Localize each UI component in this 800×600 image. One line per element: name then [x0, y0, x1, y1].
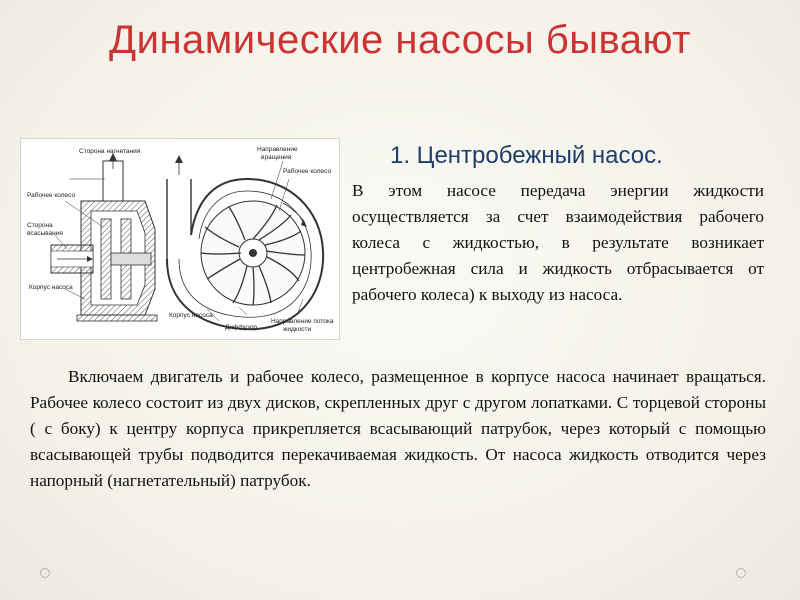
corner-ornament-left [40, 568, 50, 578]
slide-title: Динамические насосы бывают [109, 18, 691, 62]
pump-cross-section [51, 153, 157, 321]
corner-ornament-right [736, 568, 746, 578]
description-paragraph: Включаем двигатель и рабочее колесо, размещенное в корпусе насоса начинает вращаться. Рабочее колесо состоит из двух дисков, скрепленных друг с другом лопатками. С торцевой стороны ( с боку) к центру корпуса прикрепляется всасывающий патрубок, через который с помощью всасывающей трубы подводится перекачиваемая жидкость. От насоса жидкость отводится через напорный (нагнетательный) патрубок. [30, 367, 766, 490]
label-flow-dir-1: Направление потока [271, 318, 334, 325]
label-casing-bottom: Корпус насоса [169, 312, 213, 319]
pump-volute-view [167, 155, 323, 329]
label-diffuser: Диффузор [225, 324, 258, 331]
label-suction-side-2: всасывания [27, 230, 63, 237]
intro-paragraph: В этом насосе передача энергии жидкости осуществляется за счет взаимодействия рабочего колеса с жидкостью, в результате возникает центробежная сила и жидкость отбрасывается от рабочего колеса) к выходу из насоса. [352, 181, 764, 304]
label-impeller-left: Рабочее колесо [27, 192, 76, 199]
subheading: 1. Центробежный насос. [390, 142, 663, 169]
label-impeller-right: Рабочее колесо [283, 168, 332, 175]
label-casing-left: Корпус насоса [29, 284, 73, 291]
label-rotation-dir-2: вращения [261, 154, 292, 161]
label-suction-side-1: Сторона [27, 222, 53, 229]
label-discharge-side: Сторона нагнетания [79, 148, 141, 155]
centrifugal-pump-diagram [20, 138, 340, 340]
label-flow-dir-2: жидкости [283, 326, 312, 333]
label-rotation-dir-1: Направление [257, 146, 298, 153]
